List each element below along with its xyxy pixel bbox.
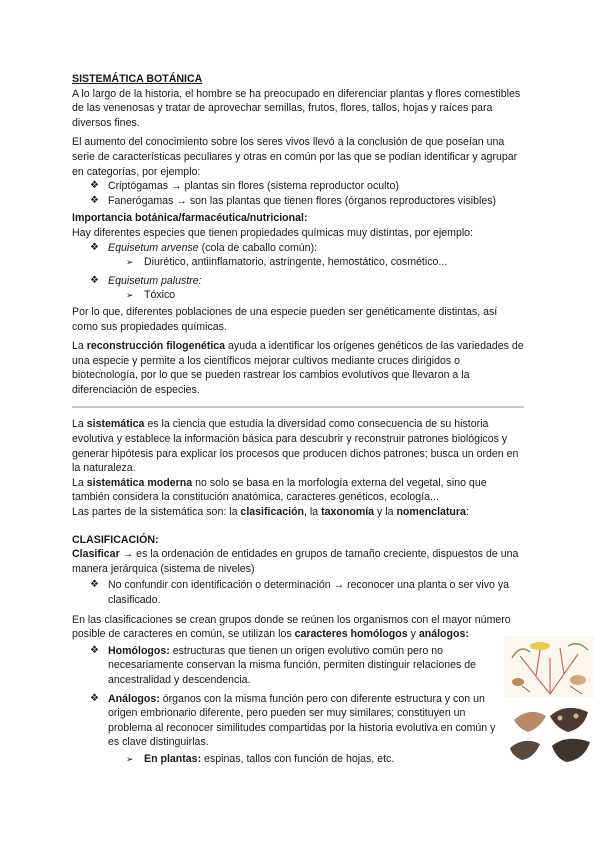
- species-property: ➢ Tóxico: [126, 289, 176, 302]
- importance-intro: Hay diferentes especies que tienen propiedades químicas muy distintas, por ejemplo:: [72, 226, 474, 239]
- page-title: SISTEMÁTICA BOTÁNICA: [72, 73, 203, 85]
- plants-example: ➢ En plantas: espinas, tallos con función de hojas, etc.: [126, 752, 395, 765]
- list-item: ❖ Criptógamas → plantas sin flores (sistema reproductor oculto): [90, 180, 399, 193]
- species-property: ➢ Diurético, antiinflamatorio, astringente, hemostático, cosmético...: [126, 256, 448, 269]
- diamond-bullet-icon: ❖: [90, 644, 99, 656]
- importance-heading: Importancia botánica/farmacéutica/nutricional:: [72, 212, 308, 225]
- species-name: Equisetum arvense: [108, 241, 199, 254]
- illustrations: [500, 636, 598, 766]
- species-item: ❖ Equisetum arvense (cola de caballo común):: [90, 241, 318, 254]
- diamond-bullet-icon: ❖: [90, 579, 99, 591]
- importance-conclusion: Por lo que, diferentes poblaciones de una especie pueden ser genéticamente distintas, así como sus propiedades químicas.: [72, 305, 498, 333]
- list-item: ❖ Fanerógamas → son las plantas que tienen flores (órganos reproductores visibles): [90, 194, 497, 207]
- diamond-bullet-icon: ❖: [90, 180, 99, 192]
- section-divider: [72, 406, 524, 408]
- diamond-bullet-icon: ❖: [90, 692, 99, 704]
- parts-paragraph: Las partes de la sistemática son: la clasificación, la taxonomía y la nomenclatura:: [72, 506, 469, 519]
- homologous-item: ❖ Homólogos: estructuras que tienen un origen evolutivo común pero no necesariamente conservan la misma función, permiten distinguir relaciones de ancestralidad y descendencia.: [90, 644, 477, 686]
- categories-intro: El aumento del conocimiento sobre los seres vivos llevó a la conclusión de que poseían una serie de características peculiares y otras en común por las que se podían identificar y agrupar en categorías, por ejemplo:: [72, 136, 518, 178]
- reconstruction-paragraph: La reconstrucción filogenética ayuda a identificar los orígenes genéticos de las variedades de una especie y permite a los científicos mejorar cultivos mediante cruces dirigidos o biotecnología, por lo que se pueden rastrear los cambios evolutivos que llevaron a la diferenciación de especies.: [72, 340, 524, 396]
- groups-paragraph: En las clasificaciones se crean grupos donde se reúnen los organismos con el mayor número posible de caracteres en común, se utilizan los caracteres homólogos y análogos:: [72, 613, 511, 641]
- analogous-item: ❖ Análogos: órganos con la misma función pero con diferente estructura y con un origen embrionario diferente, pero pueden ser muy similares; constituyen un problema al reconocer similitudes compartidas por la historia evolutiva en común y es clave distinguirlas.: [90, 692, 496, 749]
- classify-definition: Clasificar → es la ordenación de entidades en grupos de tamaño creciente, dispuestos de una manera jerárquica (sistema de niveles): [72, 548, 519, 575]
- systematics-paragraph: La sistemática es la ciencia que estudia la diversidad como consecuencia de su historia evolutiva y establece la información básica para descubrir y reconstruir patrones biológicos y generar hipótesis para explicar los procesos que producen dichos patrones; busca un orden en la naturaleza.: [72, 418, 519, 475]
- intro-paragraph: A lo largo de la historia, el hombre se ha preocupado en diferenciar plantas y flores comestibles de las venenosas y tratar de aprovechar semillas, frutos, flores, tallos, hojas y raíces para diversos fines.: [72, 87, 521, 129]
- phylogenetic-tree-icon: [504, 636, 594, 698]
- diamond-bullet-icon: ❖: [90, 274, 99, 286]
- classification-heading: CLASIFICACIÓN:: [72, 533, 159, 546]
- document-body: [72, 72, 524, 767]
- wings-comparison-icon: [510, 708, 590, 762]
- arrow-bullet-icon: ➢: [126, 753, 134, 764]
- diamond-bullet-icon: ❖: [90, 241, 99, 253]
- arrow-bullet-icon: ➢: [126, 290, 134, 301]
- arrow-bullet-icon: ➢: [126, 257, 134, 268]
- diamond-bullet-icon: ❖: [90, 194, 99, 206]
- modern-systematics-paragraph: La sistemática moderna no solo se basa en la morfología externa del vegetal, sino que también considera la constitución anatómica, caracteres genéticos, ecología...: [72, 476, 487, 504]
- list-item: ❖ No confundir con identificación o determinación → reconocer una planta o ser vivo ya clasificado.: [90, 579, 510, 606]
- species-name: Equisetum palustre:: [108, 274, 202, 287]
- species-item: [72, 274, 524, 289]
